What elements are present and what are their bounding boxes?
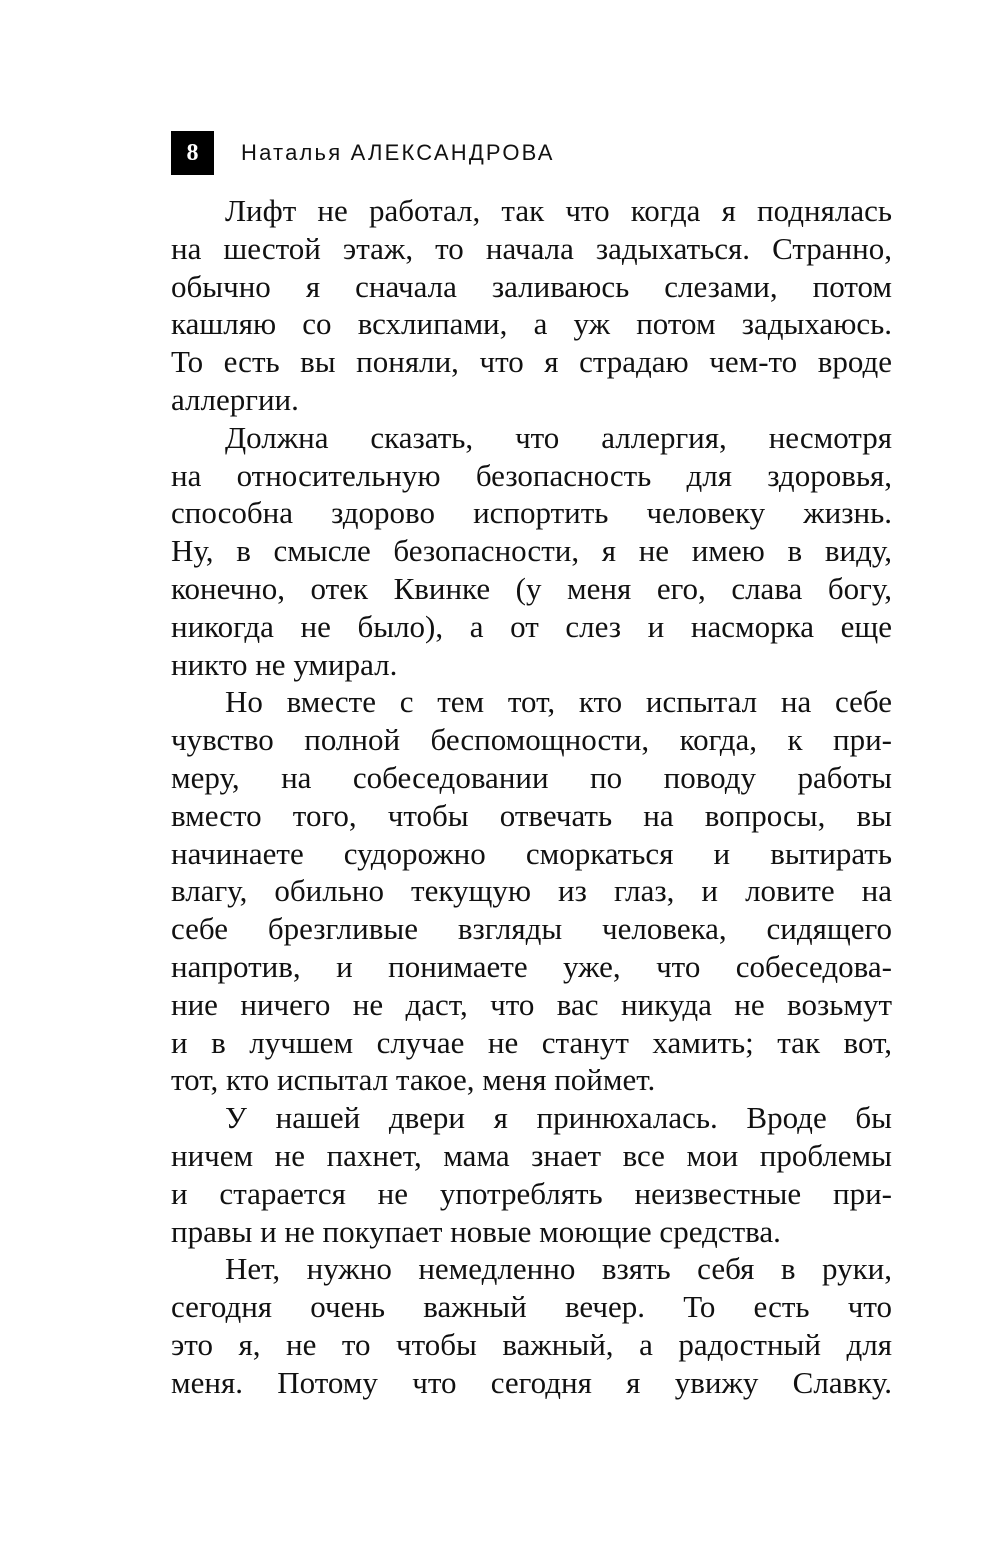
- text-line: меру, на собеседовании по поводу работы: [171, 759, 892, 795]
- paragraph-4: [171, 1099, 892, 1250]
- text-line: конечно, отек Квинке (у меня его, слава богу,: [171, 570, 892, 606]
- paragraph-5: [171, 1250, 892, 1401]
- text-line: напротив, и понимаете уже, что собеседова-: [171, 948, 892, 984]
- text-line: себе брезгливые взгляды человека, сидящего: [171, 911, 892, 947]
- text-line: способна здорово испортить человеку жизнь.: [171, 495, 892, 531]
- text-line: влагу, обильно текущую из глаз, и ловите на: [171, 873, 892, 909]
- text-line: вместо того, чтобы отвечать на вопросы, вы: [171, 797, 892, 833]
- text-line: и в лучшем случае не станут хамить; так вот,: [171, 1024, 892, 1060]
- text-line: меня. Потому что сегодня я увижу Славку.: [171, 1364, 892, 1400]
- text-line: никто не умирал.: [171, 646, 398, 682]
- text-line: Лифт не работал, так что когда я поднялась: [225, 193, 892, 228]
- text-line: ничем не пахнет, мама знает все мои проблемы: [171, 1137, 892, 1173]
- text-line: никогда не было), а от слез и насморка еще: [171, 608, 892, 644]
- text-line: Ну, в смысле безопасности, я не имею в виду,: [171, 533, 892, 569]
- text-line: Нет, нужно немедленно взять себя в руки,: [225, 1251, 892, 1287]
- text-line: аллергии.: [171, 381, 299, 417]
- text-line: на относительную безопасность для здоровья,: [171, 457, 892, 493]
- text-line: ние ничего не даст, что вас никуда не возьмут: [171, 986, 892, 1022]
- text-line: правы и не покупает новые моющие средства.: [171, 1213, 781, 1249]
- paragraph-1: [171, 192, 892, 419]
- body-text: [171, 192, 892, 1402]
- text-line: на шестой этаж, то начала задыхаться. Странно,: [171, 230, 892, 266]
- page-header: [171, 131, 555, 175]
- text-line: Но вместе с тем тот, кто испытал на себе: [225, 684, 892, 720]
- text-line: тот, кто испытал такое, меня поймет.: [171, 1062, 656, 1098]
- text-line: обычно я сначала заливаюсь слезами, потом: [171, 268, 892, 304]
- paragraph-2: [171, 419, 892, 684]
- text-line: То есть вы поняли, что я страдаю чем-то вроде: [171, 344, 892, 380]
- running-head-author: Наталья АЛЕКСАНДРОВА: [241, 140, 555, 165]
- text-line: и старается не употреблять неизвестные при-: [171, 1175, 892, 1211]
- paragraph-3: [171, 683, 892, 1099]
- text-line: это я, не то чтобы важный, а радостный для: [171, 1326, 892, 1362]
- text-line: У нашей двери я принюхалась. Вроде бы: [225, 1100, 892, 1136]
- text-line: кашляю со всхлипами, а уж потом задыхаюсь.: [171, 306, 892, 342]
- page-number: 8: [171, 131, 214, 175]
- text-line: начинаете судорожно сморкаться и вытирать: [171, 835, 892, 871]
- text-line: чувство полной беспомощности, когда, к при-: [171, 722, 892, 758]
- text-line: Должна сказать, что аллергия, несмотря: [225, 419, 892, 455]
- text-line: сегодня очень важный вечер. То есть что: [171, 1289, 892, 1325]
